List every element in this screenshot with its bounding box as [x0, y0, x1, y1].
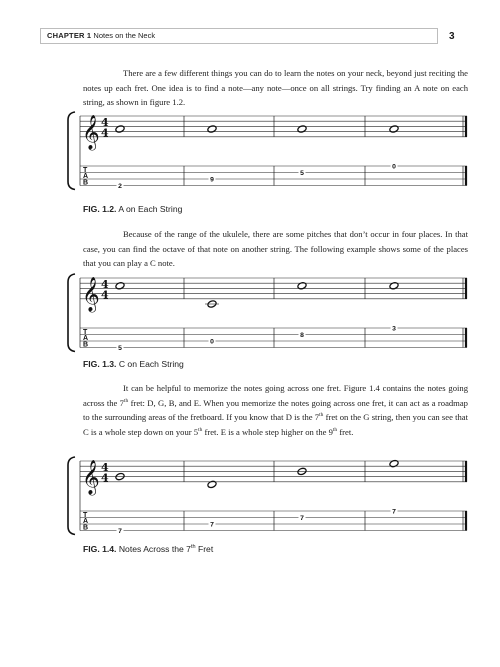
tab-letter: B	[83, 179, 89, 187]
figure-1-3-notation	[62, 270, 472, 365]
figure-label: FIG. 1.4.	[83, 544, 117, 554]
treble-clef-icon: 𝄞	[82, 459, 100, 495]
system-bracket	[68, 457, 75, 535]
whole-note-E	[389, 459, 399, 467]
whole-note-C	[115, 282, 125, 290]
fret-number: 0	[210, 338, 214, 346]
fret-number: 7	[210, 521, 214, 529]
text-run: fret on the G string, then you can see that C is a whole step down on your 5	[83, 412, 469, 437]
tab-letter: A	[83, 335, 89, 343]
time-signature-bottom: 4	[101, 471, 109, 485]
fret-number: 8	[300, 332, 304, 340]
figure-label: FIG. 1.3.	[83, 359, 117, 369]
system-bracket	[68, 112, 75, 190]
superscript: th	[198, 426, 203, 433]
figure-label: FIG. 1.2.	[83, 204, 117, 214]
fret-number: 5	[118, 345, 122, 353]
fret-number: 9	[210, 176, 214, 184]
figure-1-3-caption	[83, 359, 184, 369]
tab-letter: T	[83, 329, 88, 336]
fret-number: 0	[392, 163, 396, 171]
tab-letter: B	[83, 524, 89, 532]
tab-letter: T	[83, 167, 88, 174]
whole-note-C	[297, 282, 307, 290]
superscript: th	[319, 412, 324, 419]
whole-note-D	[207, 480, 217, 488]
whole-note-A	[207, 125, 217, 133]
tab-letter: A	[83, 173, 89, 181]
fret-number: 7	[118, 528, 122, 536]
text-run: fret.	[337, 426, 354, 437]
whole-note-C	[389, 282, 399, 290]
text-run: It can be helpful to memorize the notes going across one fret. Figure 1.4 contains the notes going across the 7	[83, 383, 468, 408]
paragraph-3	[83, 381, 468, 439]
text-run: fret. E is a whole step higher on the 9	[202, 426, 333, 437]
tab-letter: B	[83, 341, 89, 349]
superscript: th	[190, 544, 196, 551]
figure-caption-text: A on Each String	[118, 204, 183, 214]
time-signature-top: 4	[101, 115, 109, 129]
time-signature-bottom: 4	[101, 288, 109, 302]
figure-1-2-caption	[83, 204, 182, 214]
time-signature-top: 4	[101, 277, 109, 291]
whole-note-A	[297, 125, 307, 133]
chapter-label: CHAPTER 1	[47, 31, 92, 40]
figure-caption-text: C on Each String	[118, 359, 184, 369]
tab-letter: A	[83, 518, 89, 526]
text-run: Notes Across the 7	[118, 544, 191, 554]
fret-number: 2	[118, 183, 122, 191]
fret-number: 7	[300, 515, 304, 523]
fret-number: 7	[392, 508, 396, 516]
superscript: th	[332, 426, 338, 433]
figure-caption-text	[119, 544, 213, 554]
running-header	[40, 28, 438, 44]
fret-number: 5	[300, 170, 304, 178]
whole-note-A	[115, 125, 125, 133]
fret-number: 3	[392, 325, 396, 333]
paragraph-2: Because of the range of the ukulele, there are some pitches that don’t occur in four places. In that case, you can find the octave of that note on another string. The following example shows some of the places that you can play a C note.	[83, 229, 468, 268]
text-run: fret: D, G, B, and E. When you memorize the notes going across one fret, it can act as a roadmap to the surrounding areas of the fretboard. If you know that D is the 7	[83, 397, 468, 422]
treble-clef-icon: 𝄞	[82, 114, 100, 150]
paragraph-1: There are a few different things you can do to learn the notes on your neck, beyond just reciting the notes up each fret. One idea is to find a note—any note—once on all strings. Try finding an A note on each string, as shown in figure 1.2.	[83, 68, 468, 107]
superscript: th	[123, 397, 129, 404]
figure-1-2-notation	[62, 108, 472, 203]
text-run: Fret	[195, 544, 214, 554]
time-signature-bottom: 4	[101, 126, 109, 140]
treble-clef-icon: 𝄞	[82, 276, 100, 312]
tab-letter: T	[83, 512, 88, 519]
system-bracket	[68, 274, 75, 352]
time-signature-top: 4	[101, 460, 109, 474]
figure-1-4-caption	[83, 544, 213, 554]
page-number: 3	[449, 31, 455, 42]
whole-note-A	[389, 125, 399, 133]
chapter-title: Notes on the Neck	[93, 31, 156, 40]
